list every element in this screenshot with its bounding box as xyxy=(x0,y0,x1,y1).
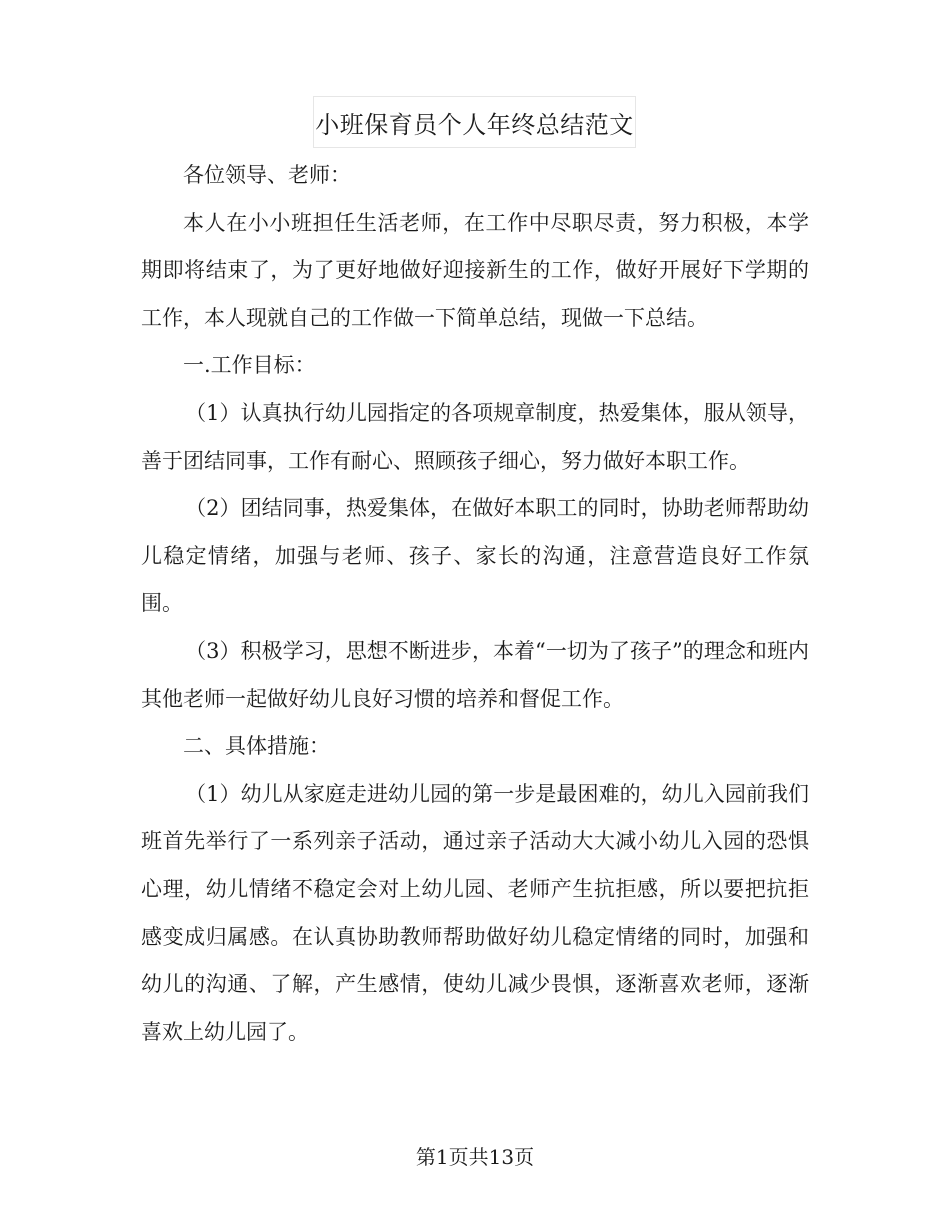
goal-item-1: （1）认真执行幼儿园指定的各项规章制度，热爱集体，服从领导，善于团结同事，工作有耐心、照顾孩子细心，努力做好本职工作。 xyxy=(141,400,809,473)
section-heading-goals: 一.工作目标： xyxy=(183,353,316,378)
salutation: 各位领导、老师： xyxy=(183,163,351,187)
title-box xyxy=(313,96,636,148)
goal-item-3: （3）积极学习，思想不断进步，本着“一切为了孩子”的理念和班内其他老师一起做好幼儿良好习惯的培养和督促工作。 xyxy=(141,638,809,711)
section-heading-measures: 二、具体措施： xyxy=(183,734,330,759)
intro-paragraph: 本人在小小班担任生活老师，在工作中尽职尽责，努力积极，本学期即将结束了，为了更好地做好迎接新生的工作，做好开展好下学期的工作，本人现就自己的工作做一下简单总结，现做一下总结。 xyxy=(141,210,809,330)
page-footer: 第1页共13页 xyxy=(415,1145,535,1169)
goal-item-2: （2）团结同事，热爱集体，在做好本职工的同时，协助老师帮助幼儿稳定情绪，加强与老师、孩子、家长的沟通，注意营造良好工作氛围。 xyxy=(141,496,809,616)
document-body xyxy=(141,152,809,1056)
measure-item-1: （1）幼儿从家庭走进幼儿园的第一步是最困难的，幼儿入园前我们班首先举行了一系列亲子活动，通过亲子活动大大减小幼儿入园的恐惧心理，幼儿情绪不稳定会对上幼儿园、老师产生抗拒感，所以要把抗拒感变成归属感。在认真协助教师帮助做好幼儿稳定情绪的同时，加强和幼儿的沟通、了解，产生感情，使幼儿减少畏惧，逐渐喜欢老师，逐渐喜欢上幼儿园了。 xyxy=(141,781,809,1044)
page-title: 小班保育员个人年终总结范文 xyxy=(315,110,634,139)
